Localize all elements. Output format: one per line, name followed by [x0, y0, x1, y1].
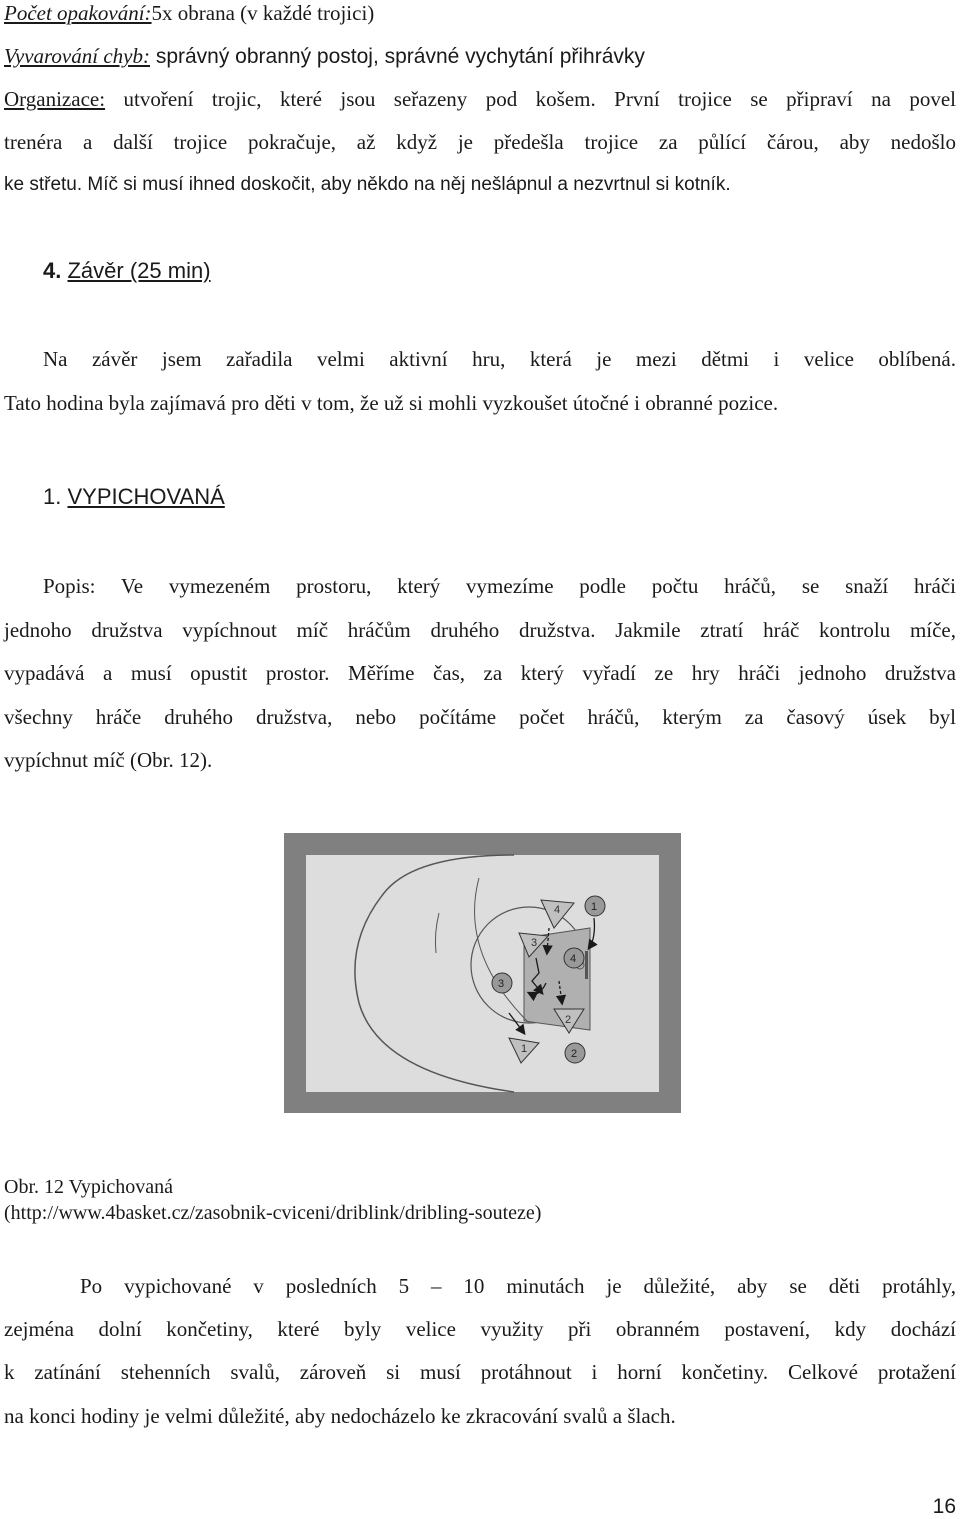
- svg-text:3: 3: [531, 937, 538, 949]
- errors-value: správný obranný postoj, správné vychytání přihrávky: [149, 45, 645, 68]
- game-description-line: vypíchnut míč (Obr. 12).: [4, 748, 213, 772]
- svg-text:4: 4: [570, 953, 577, 965]
- errors-label: Vyvarování chyb:: [4, 44, 150, 68]
- section-number: 4.: [43, 258, 62, 283]
- player-circle-3: [492, 973, 512, 993]
- game-description-line: Popis: Ve vymezeném prostoru, který vymezíme podle počtu hráčů, se snaží hráči: [43, 574, 956, 598]
- svg-text:1: 1: [591, 901, 598, 913]
- figure-caption-title: Obr. 12 Vypichovaná: [4, 1176, 174, 1198]
- game-description-line: vypadává a musí opustit prostor. Měříme čas, za který vyřadí ze hry hráči jednoho družstva: [4, 661, 956, 685]
- game-title: VYPICHOVANÁ: [67, 484, 225, 509]
- section-paragraph-line-2: Tato hodina byla zajímavá pro děti v tom, že už si mohli vyzkoušet útočné i obranné pozice.: [4, 391, 779, 415]
- figure-caption-source: (http://www.4basket.cz/zasobnik-cviceni/driblink/dribling-souteze): [4, 1202, 542, 1224]
- repetitions-line: [4, 0, 374, 26]
- repetitions-label: Počet opakování:: [4, 1, 152, 25]
- closing-line: na konci hodiny je velmi důležité, aby nedocházelo ke zkracování svalů a šlach.: [4, 1404, 676, 1428]
- organization-text-1: utvoření trojic, které jsou seřazeny pod košem. První trojice se připraví na povel: [105, 87, 956, 111]
- svg-text:1: 1: [521, 1043, 528, 1055]
- repetitions-value: 5x obrana (v každé trojici): [151, 1, 375, 25]
- section-heading: [43, 258, 211, 284]
- page-number: 16: [932, 1495, 956, 1518]
- player-circle-4: [564, 948, 584, 968]
- organization-line-2: trenéra a další trojice pokračuje, až když je předešla trojice za půlící čárou, aby nedošlo: [4, 130, 956, 154]
- svg-text:2: 2: [565, 1014, 572, 1026]
- closing-line: k zatínání stehenních svalů, zároveň si musí protáhnout i horní končetiny. Celkové protažení: [4, 1360, 956, 1384]
- section-title: Závěr (25 min): [67, 258, 211, 283]
- organization-line-3: ke střetu. Míč si musí ihned doskočit, aby někdo na něj nešlápnul a nezvrtnul si kotník.: [4, 174, 731, 195]
- game-heading: [43, 484, 225, 510]
- errors-line: [4, 43, 645, 70]
- svg-text:2: 2: [571, 1048, 578, 1060]
- game-description-line: jednoho družstva vypíchnout míč hráčům druhého družstva. Jakmile ztratí hráč kontrolu míče,: [4, 618, 956, 642]
- organization-line-1: [4, 86, 956, 112]
- section-paragraph-line-1: Na závěr jsem zařadila velmi aktivní hru, která je mezi dětmi i velice oblíbená.: [43, 347, 956, 371]
- backboard: [585, 951, 588, 979]
- player-circle-1: [585, 896, 605, 916]
- court-diagram: [284, 833, 681, 1113]
- svg-text:3: 3: [498, 978, 505, 990]
- closing-line: Po vypichované v posledních 5 – 10 minutách je důležité, aby se děti protáhly,: [80, 1274, 956, 1298]
- game-description-line: všechny hráče druhého družstva, nebo počítáme počet hráčů, kterým za časový úsek byl: [4, 705, 956, 729]
- player-circle-2: [565, 1043, 585, 1063]
- svg-text:4: 4: [554, 904, 561, 916]
- closing-line: zejména dolní končetiny, které byly velice využity při obranném postavení, kdy dochází: [4, 1317, 956, 1341]
- game-number: 1.: [43, 484, 62, 509]
- organization-label: Organizace:: [4, 87, 106, 111]
